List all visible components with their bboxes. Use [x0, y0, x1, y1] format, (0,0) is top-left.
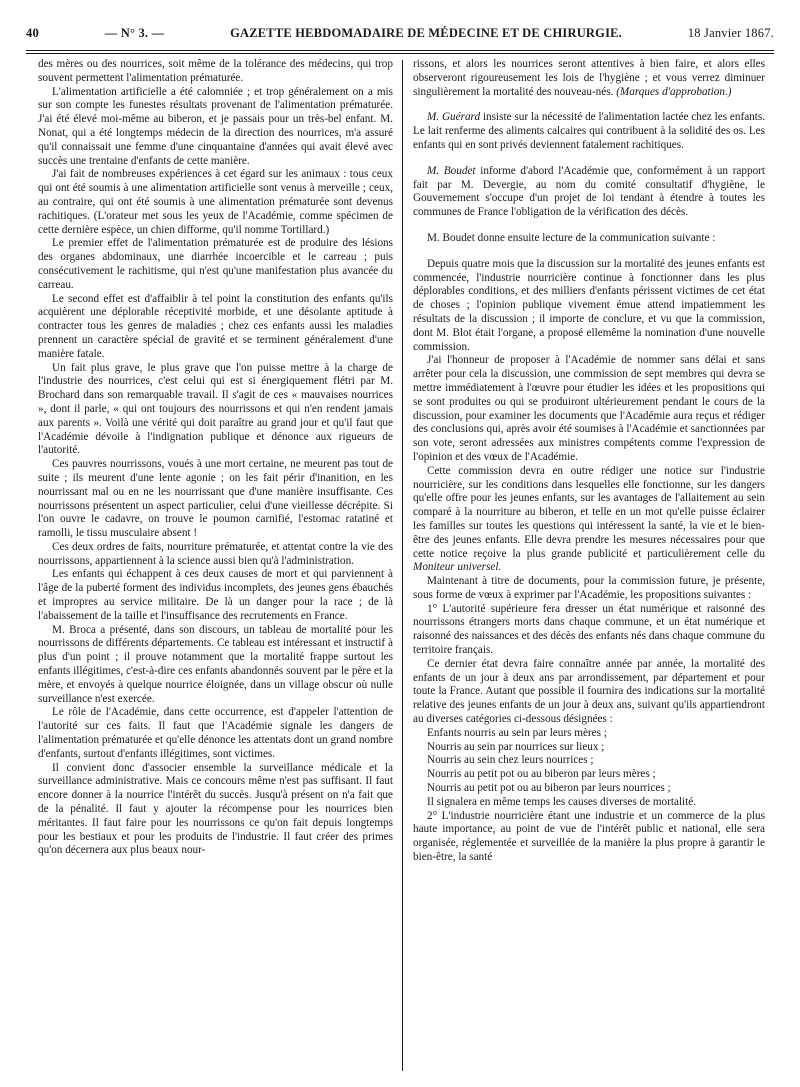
paragraph: Cette commission devra en outre rédiger une notice sur l'industrie nourricière, sur les conditions dans lesquelles elle fonctionne, sur les dangers qu'elle offre pour les jeunes enfants, sur les avantages de l'allaitement au sein comparé à la nourriture au biberon, et telle en un mot qu'elle puisse éclairer les familles sur toutes les questions qui intéressent la santé, la vie et le bien-être des jeunes enfants. Elle devra prendre les mesures nécessaires pour que cette notice reçoive la plus grande publicité et particulièrement celle du Moniteur universel.	[413, 464, 765, 574]
header-rule-thin	[26, 53, 774, 54]
paragraph	[413, 111, 765, 152]
paragraph-text: rissons, et alors les nourrices seront attentives à bien faire, et alors elles observeront rigoureusement les lois de l'hygiène ; et vous verrez diminuer singulièrement la mortalité des nouveau-nés.	[413, 58, 765, 98]
paragraph	[413, 58, 765, 99]
paragraph: Un fait plus grave, le plus grave que l'on puisse mettre à la charge de l'industrie des nourrices, c'est celui qui est si énergiquement flétri par M. Brochard dans son remarquable travail. Il s'agit de ces « mauvaises nourrices », dont il parle, « qui ont toujours des nourrissons et qui n'en rendent jamais aux parents ». Voilà une vérité qui doit paraître au grand jour et qu'il faut que l'Académie dévoile à l'indignation publique et dénonce aux rigueurs de l'autorité.	[38, 361, 393, 457]
left-column	[38, 58, 393, 858]
paragraph: Maintenant à titre de documents, pour la commission future, je présente, sous forme de vœux à exprimer par l'Académie, les propositions suivantes :	[413, 575, 765, 601]
paragraph: Ces deux ordres de faits, nourriture prématurée, et attentat contre la vie des nourrissons, appartiennent à la science aussi bien qu'à l'administration.	[38, 540, 393, 567]
paragraph: M. Broca a présenté, dans son discours, un tableau de mortalité pour les nourrissons de différents départements. Ce tableau est intéressant et instructif à plus d'un point ; il prouve notamment que la mortalité frappe surtout les enfants illégitimes, c'est-à-dire ces enfants abandonnés souvent par le père et la mère, et envoyés à quelque nourrice éloignée, dans un village obscur où nulle surveillance n'est exercée.	[38, 623, 393, 705]
paragraph: Ces pauvres nourrissons, voués à une mort certaine, ne meurent pas tout de suite ; ils meurent d'une lente agonie ; on les fait périr d'inanition, en les nourrissant mal ou en ne les nourrissant que d'une manière insuffisante. Ces nourrissons présentent un aspect particulier, celui d'une vieillesse décrépite. Si l'on ouvre le cadavre, on trouve le poumon carnifié, l'estomac ratatiné et ramolli, le tissu musculaire absent !	[38, 458, 393, 540]
header-rule	[26, 50, 774, 51]
list-item: Nourris au petit pot ou au biberon par leurs mères ;	[427, 768, 656, 781]
column-divider	[402, 60, 403, 1071]
publication-name: Moniteur universel.	[413, 561, 502, 574]
paragraph: Le premier effet de l'alimentation prématurée est de produire des lésions des organes abdominaux, une diarrhée incoercible et le carreau ; puis consécutivement le rachitisme, qui n'est qu'une manifestation plus avancée du carreau.	[38, 237, 393, 291]
page-number: 40	[26, 26, 39, 40]
paragraph: 2° L'industrie nourricière étant une industrie et un commerce de la plus haute importance, au point de vue de l'intérêt public et national, elle sera organisée, réglementée et surveillée de la manière la plus propre à garantir le bien-être, la santé	[413, 809, 765, 864]
issue-number: — N° 3. —	[104, 26, 165, 40]
list-item: Enfants nourris au sein par leurs mères ;	[427, 726, 607, 739]
page-header	[26, 26, 774, 48]
paragraph	[413, 165, 765, 220]
list-item: Nourris au petit pot ou au biberon par leurs nourrices ;	[427, 782, 671, 795]
paragraph: Le rôle de l'Académie, dans cette occurrence, est d'appeler l'attention de l'autorité sur ces faits. Il faut que l'Académie signale les dangers de l'alimentation prématurée et qu'elle dénonce les attentats dont un grand nombre d'enfants, surtout d'enfants illégitimes, sont victimes.	[38, 706, 393, 760]
paragraph: Il convient donc d'associer ensemble la surveillance médicale et la surveillance administrative. Mais ce concours même n'est pas suffisant. Il faut encore donner à la nourrice l'intérêt du succès. Jusqu'à présent on n'a fait que de la pénalité. Il faut y ajouter la récompense pour les nourrices bien méritantes. Il faut faire pour les nourrissons ce qu'on fait depuis longtemps pour les bestiaux et pour les produits de l'industrie. Il faut créer des primes qu'on décernera aux plus beaux nour-	[38, 761, 393, 857]
paragraph: Il signalera en même temps les causes diverses de mortalité.	[427, 795, 697, 808]
paragraph: Depuis quatre mois que la discussion sur la mortalité des jeunes enfants est commencée, l'industrie nourricière continue à fonctionner dans les plus déplorables conditions, et des milliers d'enfants périssent victimes de cet état de choses ; l'opinion publique vivement émue attend impatiemment les résultats de la discussion ; il importe de conclure, et vu que la commission, dont M. Blot était l'organe, a proposé ellemême la nomination d'une nouvelle commission.	[413, 257, 765, 353]
paragraph: J'ai fait de nombreuses expériences à cet égard sur les animaux : tous ceux qui ont été soumis à une alimentation artificielle sont venus à merveille ; ceux, au contraire, qui ont été soumis à une alimentation prématurée sont devenus rachitiques. (L'orateur met sous les yeux de l'Académie, comme spécimen de cette dernière espèce, un chien difforme, qu'il nomme Tortillard.)	[38, 168, 393, 236]
list-item: Nourris au sein chez leurs nourrices ;	[427, 754, 594, 767]
paragraph: Les enfants qui échappent à ces deux causes de mort et qui parviennent à l'âge de la puberté forment des individus incomplets, des jeunes gens ébauchés et impropres au service militaire. De là un danger pour la race ; de là l'abaissement de la taille et l'insuffisance des recrutements en France.	[38, 568, 393, 622]
speaker-name: M. Guérard	[427, 111, 481, 124]
paragraph: M. Boudet donne ensuite lecture de la communication suivante :	[427, 231, 716, 244]
paragraph: Ce dernier état devra faire connaître année par année, la mortalité des enfants de un jour à deux ans par arrondissement, par département et pour toute la France. Autant que possible il fournira des indications sur la mortalité relative des jeunes enfants de un jour à deux ans, suivant qu'ils appartiendront au diverses catégories ci-dessous désignées :	[413, 657, 765, 726]
paragraph-text: informe d'abord l'Académie que, conformément à un rapport fait par M. Devergie, au nom du comité consultatif d'hygiène, le Gouvernement s'occupe d'un projet de loi tendant à étendre à toutes les communes de France l'obligation de la vérification des décès.	[413, 164, 765, 219]
speaker-name: M. Boudet	[427, 164, 476, 177]
list-item: Nourris au sein par nourrices sur lieux ;	[427, 740, 605, 753]
paragraph: L'alimentation artificielle a été calomniée ; et trop généralement on a mis sur son compte les funestes résultats provenant de l'alimentation prématurée. J'ai été élevé moi-même au biberon, et je passais pour un très-bel enfant. M. Nonat, qui a été longtemps médecin de la direction des nourrices, m'a assuré qu'il connaissait une femme d'une cinquantaine d'années qui avait élevé avec succès une trentaine d'enfants de cette manière.	[38, 85, 393, 167]
approbation-note: (Marques d'approbation.)	[616, 85, 732, 98]
paragraph: Le second effet est d'affaiblir à tel point la constitution des enfants qu'ils acquièrent une déplorable réceptivité morbide, et une désolante aptitude à contracter tous les genres de maladies ; chez ces enfants aussi les maladies prennent un caractère spécial de gravité et se terminent généralement d'une manière fatale.	[38, 292, 393, 360]
paragraph-text: insiste sur la nécessité de l'alimentation lactée chez les enfants. Le lait renferme des aliments calcaires qui contribuent à la solidité des os. Les enfants qui en sont privés deviennent fatalement rachitiques.	[413, 111, 766, 151]
paragraph: J'ai l'honneur de proposer à l'Académie de nommer sans délai et sans arrêter pour cela la discussion, une commission de sept membres qui devra se mettre immédiatement à l'œuvre pour étudier les idées et les propositions qui se sont produites ou qui se produiront ultérieurement pendant le cours de la discussion, pour examiner les documents que l'Académie aura reçus et rédiger des conclusions qui, après avoir été soumises à l'Académie et sanctionnées par son vote, seront adressées aux ministres compétents comme l'expression de l'opinion et des vœux de l'Académie.	[413, 354, 765, 463]
paragraph: des mères ou des nourrices, soit même de la tolérance des médecins, qui trop souvent permettent l'alimentation prématurée.	[38, 58, 393, 84]
right-column	[413, 58, 765, 865]
paragraph: 1° L'autorité supérieure fera dresser un état numérique et raisonné des nourrissons étrangers morts dans chaque commune, et un état numérique et raisonné des naissances et des décès des enfants nés dans chaque commune du territoire français.	[413, 602, 765, 657]
issue-date: 18 Janvier 1867.	[687, 26, 774, 40]
journal-title: GAZETTE HEBDOMADAIRE DE MÉDECINE ET DE CHIRURGIE.	[230, 26, 623, 40]
